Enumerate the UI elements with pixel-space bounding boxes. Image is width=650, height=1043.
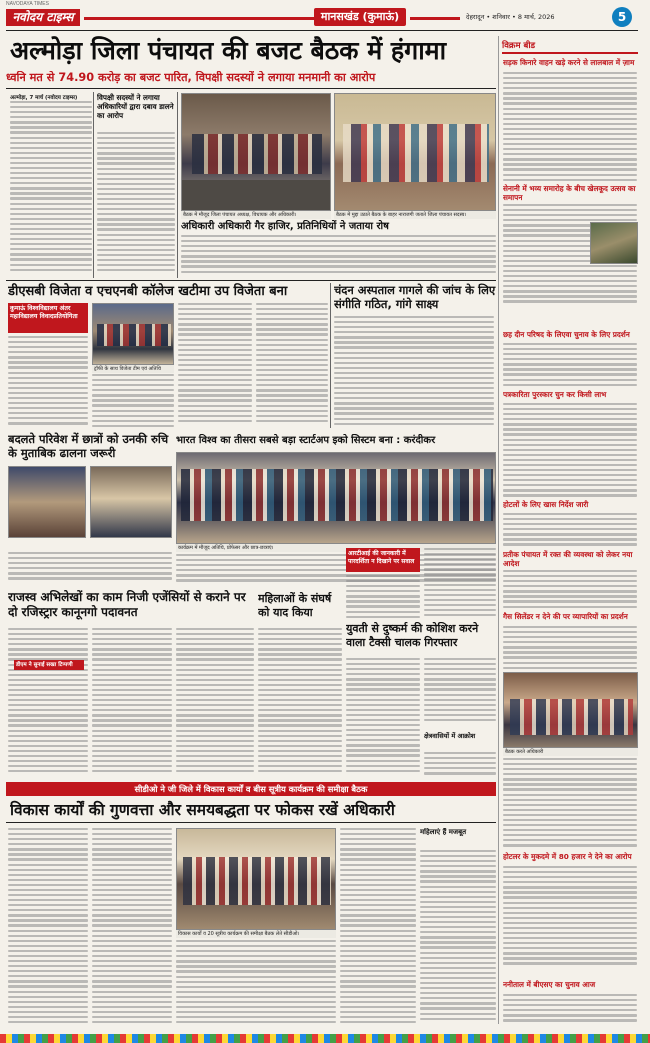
- wide1-photo-caption: कार्यक्रम में मौजूद अतिथि, प्रोफेसर और छात्र-छात्राएं।: [176, 544, 496, 552]
- lead-body-col1: [10, 101, 92, 279]
- mid-right-body-2: [424, 658, 496, 728]
- lead-col-divider: [93, 92, 94, 278]
- mid-right-sub: क्षेत्रवासियों में आक्रोश: [424, 732, 476, 740]
- section-label: मानसखंड (कुमाऊं): [314, 8, 406, 26]
- bottom-body-3: [176, 940, 336, 1028]
- sidebar-item-body: [503, 72, 637, 184]
- sidebar-item-title: गैस सिलेंडर न देने की पर व्यापारियों का प्रदर्शन: [503, 612, 628, 621]
- bottom-rule: [6, 822, 496, 823]
- lead-byline: अल्मोड़ा, 7 मार्च (नवोदय टाइम्स): [10, 95, 78, 101]
- city: देहरादून: [466, 13, 485, 21]
- mid-left-headline: राजस्व अभिलेखों का काम निजी एजेंसियों से कराने पर दो रजिस्ट्रार कानूनगो पदावनत: [8, 590, 246, 619]
- col2-body-4: [256, 303, 328, 428]
- mid-left-body-2: [92, 628, 172, 778]
- chandan-body: [334, 316, 494, 428]
- sidebar-item-title: होटलों के लिए खास निर्देश जारी: [503, 500, 589, 509]
- sidebar-item-body: [503, 758, 637, 850]
- date-line: देहरादून • शनिवार • 8 मार्च, 2026: [466, 13, 555, 21]
- wide1-headline: बदलते परिवेश में छात्रों को उनकी रुचि के मुताबिक ढालना जरूरी: [8, 432, 169, 460]
- mid-right-top-body-2: [424, 548, 496, 622]
- sidebar-item-title: होटलर के मुकदमे में 80 हजार ने देने का आरोप: [503, 852, 632, 861]
- mid-right-body-1: [346, 658, 420, 778]
- sidebar-photo-caption: बैठक करते अधिकारी: [503, 748, 638, 756]
- bottom-photo: [176, 828, 336, 930]
- masthead-logo: नवोदय टाइम्स: [6, 9, 80, 26]
- col2-photo-caption: ट्रॉफी के साथ विजेता टीम एवं अतिथि: [92, 365, 174, 373]
- header-rule: [84, 17, 314, 20]
- sidebar-divider: [498, 36, 499, 1024]
- band2-divider: [330, 283, 331, 428]
- wide1-left-photo-2: [90, 466, 172, 538]
- wide1-left-photo: [8, 466, 86, 538]
- chandan-headline: चंदन अस्पताल गागले की जांच के लिए संगीति गठित, गांगे साक्ष्य: [334, 283, 496, 311]
- day: शनिवार: [492, 13, 510, 21]
- lead-photo-2: [334, 93, 496, 211]
- page-footer-strip: [0, 1034, 650, 1043]
- wide1-body: [8, 552, 172, 584]
- sidebar-item-title: ननीताल में बीएसए का चुनाव आज: [503, 980, 596, 989]
- sidebar-item-title: प्रतीक पंचायत में रक्त की व्यवस्था को लेकर नया आदेश: [503, 550, 633, 568]
- lead-quote-body: [181, 235, 496, 279]
- wide1-side-headline: भारत विश्व का तीसरा सबसे बड़ा स्टार्टअप इको सिस्टम बना : करंदीकर: [176, 435, 436, 446]
- mid-center-headline: महिलाओं के संघर्ष को याद किया: [258, 592, 332, 619]
- bottom-side-title: महिलाएं हैं मजबूत: [420, 828, 467, 836]
- sidebar-item-body: [503, 626, 637, 670]
- header-rule-right: [410, 17, 460, 20]
- col2-body-3: [178, 303, 252, 428]
- sidebar-item-title: सेनानी में भव्य समारोह के बीच खेलकूद उत्सव का समापन: [503, 184, 636, 202]
- bottom-body-4: [340, 828, 416, 1028]
- col2-headline: डीएसबी विजेता व एचएनबी कॉलेज खटीमा उप विजेता बना: [8, 284, 288, 299]
- bottom-body-5: [420, 850, 496, 1028]
- date: 8 मार्च, 2026: [517, 13, 555, 21]
- sidebar-item-body: [503, 866, 637, 966]
- sidebar-item-body: [503, 570, 637, 610]
- bottom-body-2: [92, 828, 172, 1028]
- lead-inset-title: विपक्षी सदस्यों ने लगाया अधिकारियों द्वारा दबाव डालने का आरोप: [97, 93, 174, 120]
- sidebar-photo-2: [503, 672, 638, 748]
- sidebar-item-body: [503, 403, 637, 498]
- masthead-small: NAVODAYA TIMES: [6, 1, 49, 7]
- header-underline: [6, 30, 638, 31]
- lead-photo-1: [181, 93, 331, 211]
- mid-right-top-title: आरटीआई की जानकारी में पारदर्शिता न दिखाने पर सवाल: [346, 548, 420, 572]
- lead-body-col2: [97, 132, 175, 278]
- lead-end-rule: [6, 280, 496, 281]
- bottom-photo-caption: विकास कार्यों व 20 सूत्रीय कार्यक्रम की समीक्षा बैठक लेते सीडीओ।: [176, 930, 336, 938]
- sidebar-item-body: [503, 343, 637, 387]
- sidebar-item-title: पत्रकारिता पुरस्कार चुन कर किसी लाभ: [503, 390, 607, 399]
- mid-center-body: [258, 628, 342, 778]
- page-number: 5: [612, 7, 632, 27]
- col2-sub: कुमाऊं विश्वविद्यालय अंतर महाविद्यालय विवादप्रतियोगिता: [8, 303, 88, 333]
- sidebar-item-title: सड़क किनारे वाहन खड़े करने से लालबाल में ज़ाम: [503, 58, 635, 67]
- lead-rule: [6, 88, 496, 89]
- mid-right-headline: युवती से दुष्कर्म की कोशिश करने वाला टैक्सी चालक गिरफ्तार: [346, 622, 479, 649]
- lead-photo-1-caption: बैठक में मौजूद जिला पंचायत अध्यक्ष, विधायक और अधिकारी।: [181, 211, 331, 219]
- mid-right-body-3: [424, 752, 496, 778]
- mid-right-top-body: [346, 575, 420, 621]
- wide1-photo: [176, 452, 496, 544]
- mid-left-body-1: [8, 628, 88, 778]
- sidebar-photo: [590, 222, 638, 264]
- bottom-banner: सीडीओ ने जी जिले में विकास कार्यों व बीस सूत्रीय कार्यक्रम की समीक्षा बैठक: [6, 782, 496, 796]
- bottom-body-1: [8, 828, 88, 1028]
- lead-col-divider-2: [177, 92, 178, 278]
- lead-subheadline: ध्वनि मत से 74.90 करोड़ का बजट पारित, विपक्षी सदस्यों ने लगाया मनमानी का आरोप: [6, 71, 376, 84]
- sidebar-item-title: छह दीन परिषद के लिएवा चुनाव के लिए प्रदर्शन: [503, 330, 630, 339]
- bottom-headline: विकास कार्यों की गुणवत्ता और समयबद्धता पर फोकस रखें अधिकारी: [10, 801, 395, 819]
- mid-left-sub: डीएम ने सुनाई सख्त टिप्पणी: [14, 660, 84, 670]
- sidebar-item-body: [503, 994, 637, 1028]
- col2-body-2: [92, 374, 174, 428]
- sidebar-item-body: [503, 513, 637, 548]
- mid-left-body-3: [176, 628, 254, 778]
- col2-photo: [92, 303, 174, 365]
- sidebar-label: विक्रम बीड: [502, 40, 638, 54]
- col2-body-1: [8, 336, 88, 428]
- lead-quote: अधिकारी अधिकारी गैर हाजिर, प्रतिनिधियों ने जताया रोष: [181, 221, 389, 232]
- lead-headline: अल्मोड़ा जिला पंचायत की बजट बैठक में हंगामा: [10, 36, 447, 65]
- lead-photo-2-caption: बैठक में मुद्दा उठाते बैठक के बाहर नाराजगी जताते जिला पंचायत सदस्य।: [334, 211, 496, 219]
